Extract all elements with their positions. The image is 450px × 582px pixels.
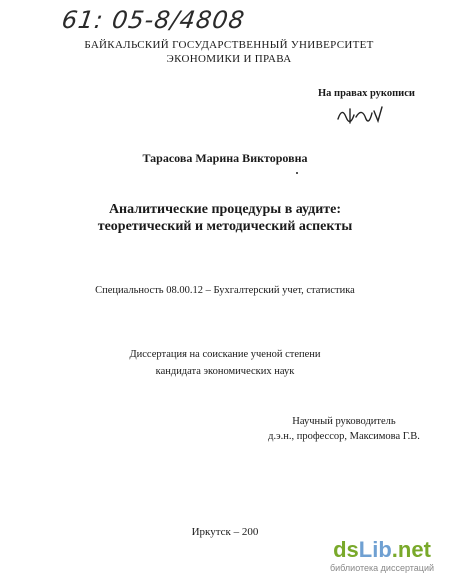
degree-statement [0, 346, 450, 380]
dissertation-title [0, 201, 450, 235]
logo-part-lib: Lib [358, 537, 392, 562]
archive-code-handwritten: 61: 05-8/4808 [60, 6, 247, 34]
watermark-caption: библиотека диссертаций [329, 563, 434, 573]
logo-part-ds: ds [333, 537, 359, 562]
dslib-logo[interactable] [322, 538, 442, 562]
logo-part-net: .net [391, 537, 431, 562]
supervisor-label: Научный руководитель [292, 416, 396, 427]
degree-line2: кандидата экономических наук [155, 366, 295, 377]
scan-speck [296, 172, 298, 174]
rights-note: На правах рукописи [318, 88, 415, 99]
signature-icon [336, 103, 384, 127]
title-line2: теоретический и методический аспекты [97, 219, 353, 234]
university-name-line1: БАЙКАЛЬСКИЙ ГОСУДАРСТВЕННЫЙ УНИВЕРСИТЕТ [84, 39, 374, 51]
city-year: Иркутск – 200 [191, 526, 259, 538]
university-name-line2: ЭКОНОМИКИ И ПРАВА [166, 53, 292, 65]
author-name: Тарасова Марина Викторовна [142, 151, 308, 165]
title-line1: Аналитические процедуры в аудите: [108, 202, 342, 217]
specialty-line: Специальность 08.00.12 – Бухгалтерский учет, статистика [95, 285, 355, 296]
supervisor-name: д.э.н., профессор, Максимова Г.В. [268, 431, 420, 442]
supervisor-block [254, 414, 434, 444]
degree-line1: Диссертация на соискание ученой степени [129, 349, 321, 360]
university-header [74, 38, 384, 66]
dslib-watermark[interactable] [322, 538, 442, 574]
